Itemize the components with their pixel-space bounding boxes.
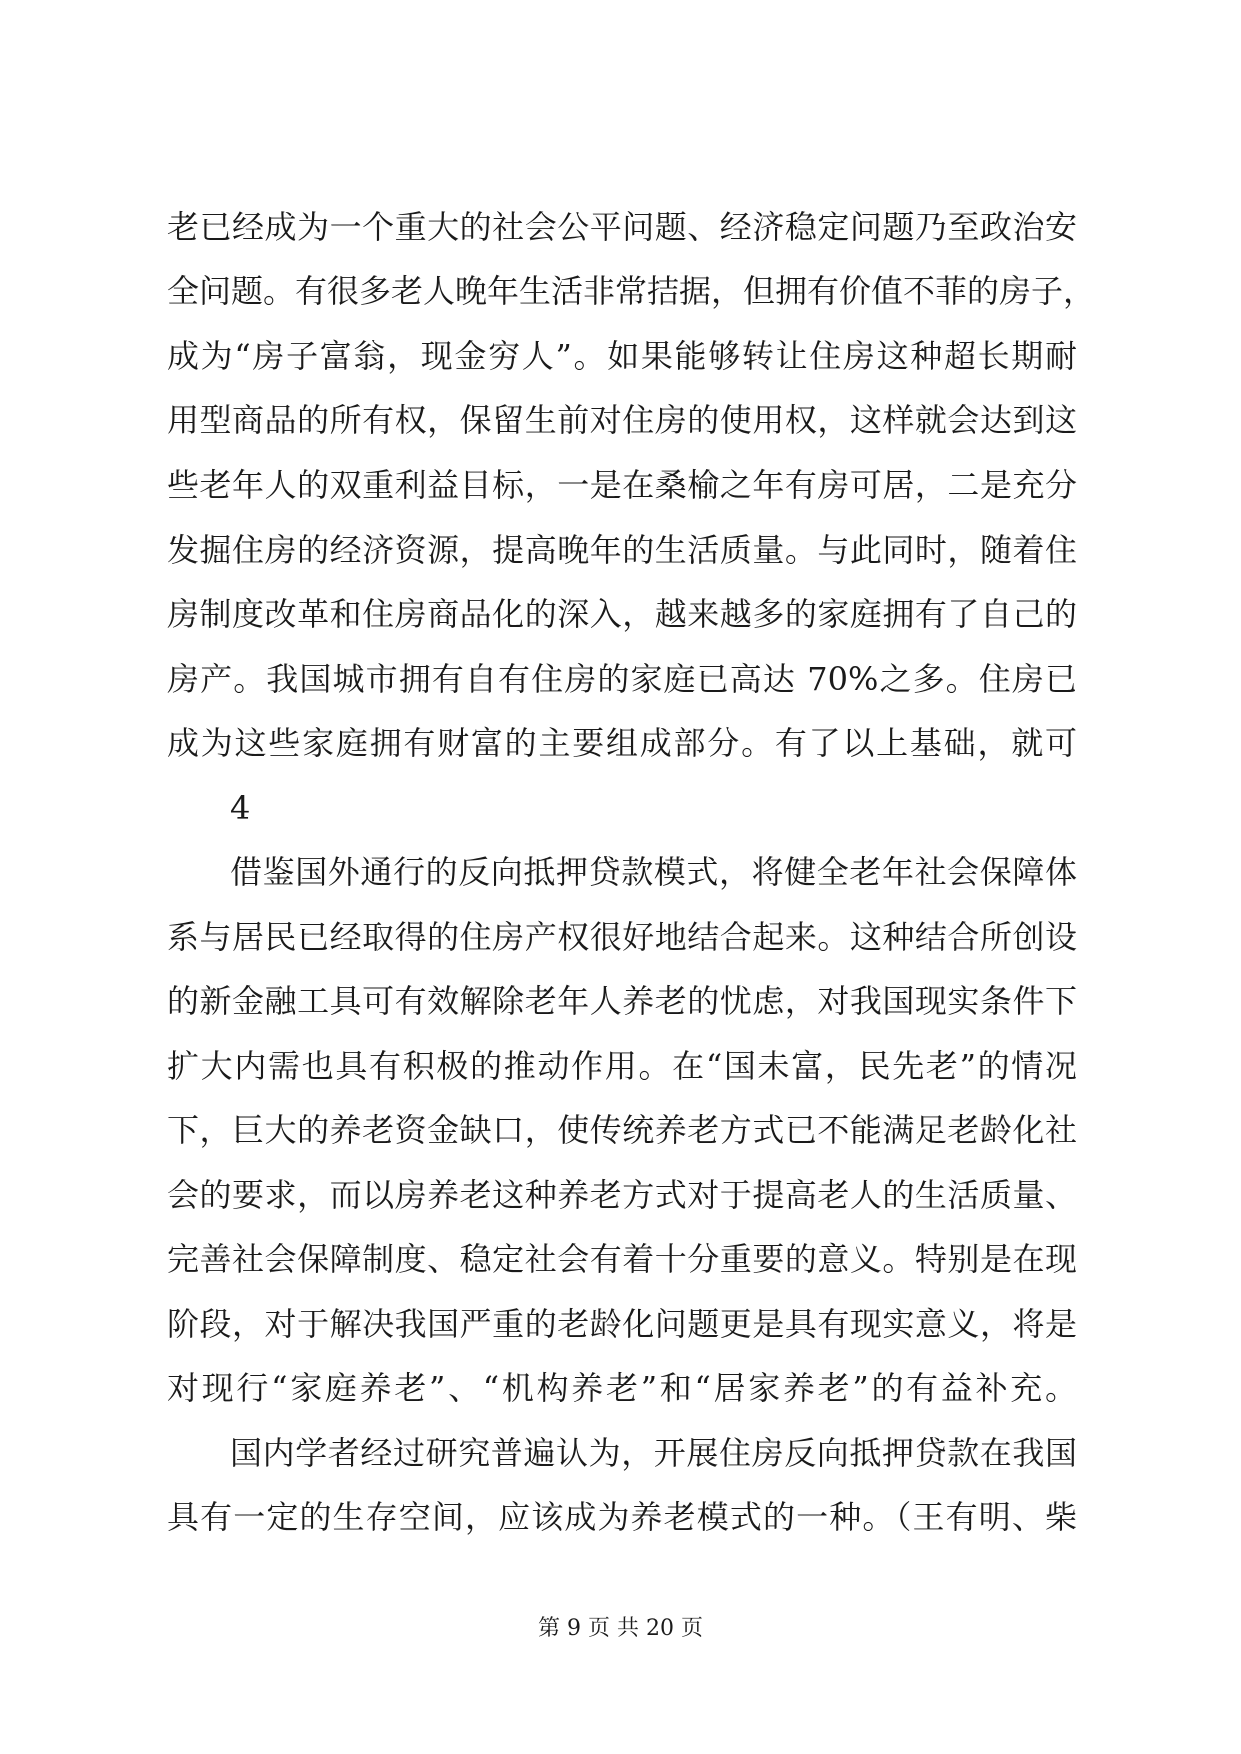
paragraph-line: 全问题。有很多老人晚年生活非常拮据，但拥有价值不菲的房子，	[167, 272, 1096, 310]
paragraph-line: 具有一定的生存空间，应该成为养老模式的一种。（王有明、柴	[167, 1498, 1077, 1536]
paragraph-line: 发掘住房的经济资源，提高晚年的生活质量。与此同时，随着住	[167, 531, 1077, 569]
paragraph-line: 房制度改革和住房商品化的深入，越来越多的家庭拥有了自己的	[167, 595, 1077, 633]
paragraph-line: 用型商品的所有权，保留生前对住房的使用权，这样就会达到这	[167, 401, 1077, 439]
paragraph-line: 会的要求，而以房养老这种养老方式对于提高老人的生活质量、	[167, 1176, 1077, 1214]
page-footer: 第 9 页 共 20 页	[538, 1616, 703, 1641]
paragraph-line: 借鉴国外通行的反向抵押贷款模式，将健全老年社会保障体	[230, 853, 1077, 891]
paragraph-line: 老已经成为一个重大的社会公平问题、经济稳定问题乃至政治安	[167, 208, 1077, 246]
paragraph-line: 成为这些家庭拥有财富的主要组成部分。有了以上基础，就可	[167, 724, 1077, 762]
paragraph-line: 系与居民已经取得的住房产权很好地结合起来。这种结合所创设	[167, 918, 1077, 956]
paragraph-line: 的新金融工具可有效解除老年人养老的忧虑，对我国现实条件下	[167, 982, 1077, 1020]
page-marker: 4	[230, 789, 251, 827]
paragraph-line: 下，巨大的养老资金缺口，使传统养老方式已不能满足老龄化社	[167, 1111, 1077, 1149]
paragraph-line: 房产。我国城市拥有自有住房的家庭已高达 70%之多。住房已	[167, 660, 1077, 698]
paragraph-line: 对现行“家庭养老”、“机构养老”和“居家养老”的有益补充。	[167, 1369, 1077, 1407]
paragraph-line: 阶段，对于解决我国严重的老龄化问题更是具有现实意义，将是	[167, 1305, 1077, 1343]
paragraph-line: 完善社会保障制度、稳定社会有着十分重要的意义。特别是在现	[167, 1240, 1077, 1278]
paragraph-line: 国内学者经过研究普遍认为，开展住房反向抵押贷款在我国	[230, 1434, 1077, 1472]
paragraph-line: 些老年人的双重利益目标，一是在桑榆之年有房可居，二是充分	[167, 466, 1077, 504]
paragraph-line: 扩大内需也具有积极的推动作用。在“国未富，民先老”的情况	[167, 1047, 1077, 1085]
paragraph-line: 成为“房子富翁，现金穷人”。如果能够转让住房这种超长期耐	[167, 337, 1077, 375]
